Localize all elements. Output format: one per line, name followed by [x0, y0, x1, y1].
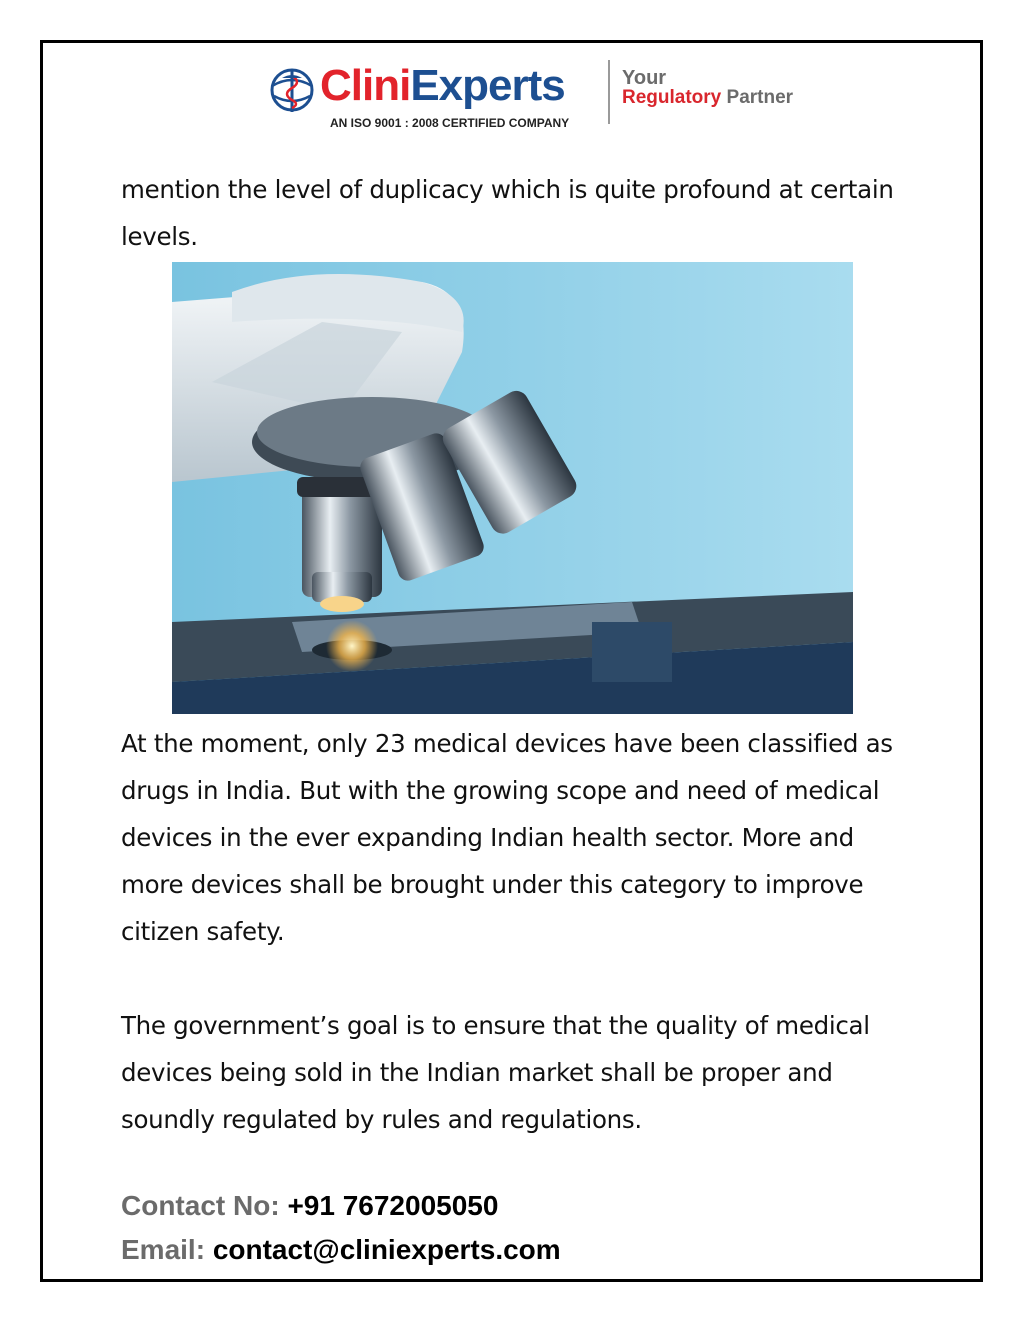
brand-name-part2: Experts [410, 61, 565, 110]
classified-paragraph: At the moment, only 23 medical devices have been classified as drugs in India. But with the growing scope and need of medical devices in the ever expanding Indian health sector. More and more devices shall be brought under this category to improve citizen safety. [121, 729, 893, 946]
contact-phone [121, 1189, 498, 1223]
tagline-regulatory: Regulatory [622, 87, 722, 108]
logo-divider [608, 60, 610, 124]
microscope-image [172, 262, 853, 714]
tagline-partner: Partner [726, 87, 794, 108]
tagline [622, 68, 793, 108]
brand-name-part1: Clini [320, 61, 411, 110]
government-paragraph: The government’s goal is to ensure that the quality of medical devices being sold in the Indian market shall be proper and soundly regulated by rules and regulations. [121, 1011, 870, 1134]
contact-email-value[interactable]: contact@cliniexperts.com [212, 1234, 561, 1265]
contact-phone-value[interactable]: +91 7672005050 [287, 1190, 499, 1221]
microscope-illustration [172, 262, 853, 714]
contact-email-label: Email: [121, 1234, 206, 1265]
intro-paragraph: mention the level of duplicacy which is quite profound at certain levels. [121, 175, 894, 251]
certification-text: AN ISO 9001 : 2008 CERTIFIED COMPANY [330, 116, 570, 130]
contact-phone-label: Contact No: [121, 1190, 280, 1221]
tagline-your: Your [622, 67, 667, 89]
brand-name [320, 62, 565, 110]
caduceus-globe-icon [268, 66, 316, 114]
tagline-regulatory-partner [622, 88, 793, 108]
cliniexperts-logo [268, 58, 794, 138]
contact-email [121, 1233, 561, 1267]
